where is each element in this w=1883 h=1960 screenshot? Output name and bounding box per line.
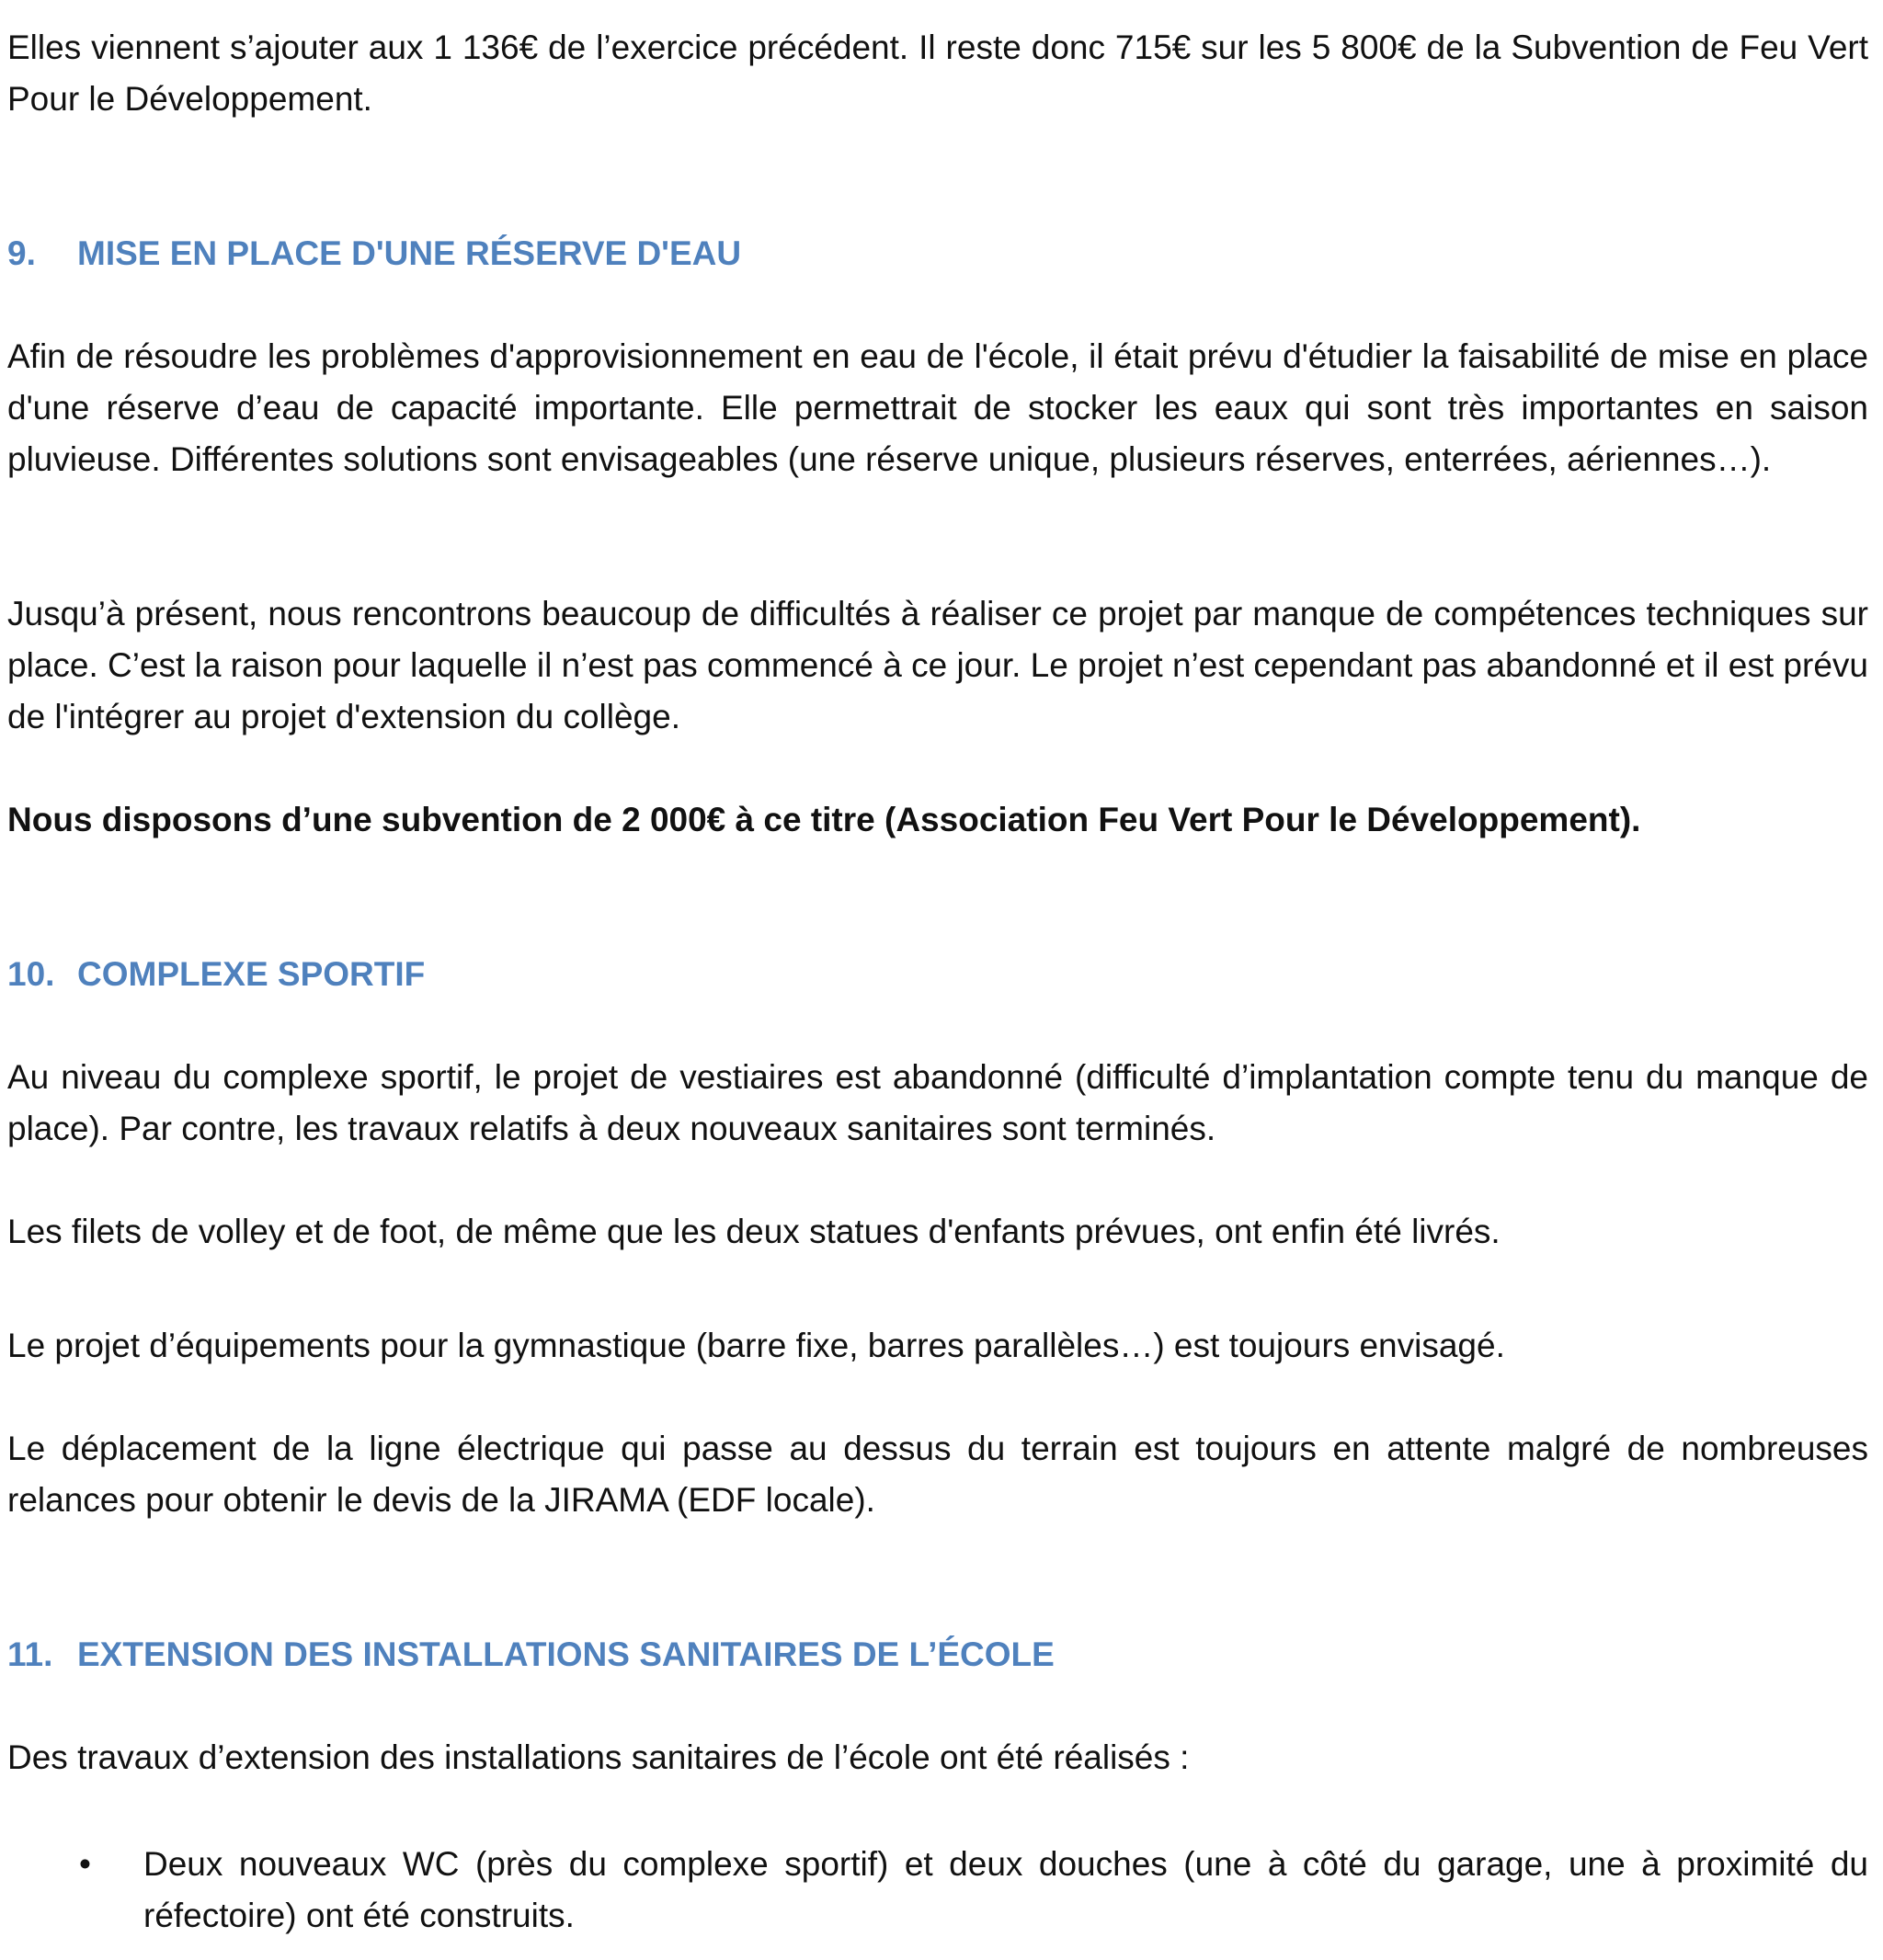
section-10-paragraph-1: Au niveau du complexe sportif, le projet de vestiaires est abandonné (difficulté d’implantation compte tenu du manque de place). Par contre, les travaux relatifs à deux nouveaux sanitaires sont terminés. xyxy=(7,1058,1868,1147)
section-11-paragraph-1: Des travaux d’extension des installations sanitaires de l’école ont été réalisés : xyxy=(7,1738,1190,1776)
section-10-number: 10. xyxy=(7,955,55,993)
list-item-text: Deux nouveaux WC (près du complexe sportif) et deux douches (une à côté du garage, une à proximité du réfectoire) ont été construits. xyxy=(143,1845,1868,1934)
section-9-paragraph-1: Afin de résoudre les problèmes d'approvisionnement en eau de l'école, il était prévu d'étudier la faisabilité de mise en place d'une réserve d’eau de capacité importante. Elle permettrait de stocker les eaux qui sont très importantes en saison pluvieuse. Différentes solutions sont envisageables (une réserve unique, plusieurs réserves, enterrées, aériennes…). xyxy=(7,337,1868,478)
section-9-heading xyxy=(7,228,741,279)
section-10-paragraph-2: Les filets de volley et de foot, de même que les deux statues d'enfants prévues, ont enfin été livrés. xyxy=(7,1213,1501,1250)
section-11-title: EXTENSION DES INSTALLATIONS SANITAIRES DE L’ÉCOLE xyxy=(77,1635,1055,1673)
section-9-paragraph-2: Jusqu’à présent, nous rencontrons beaucoup de difficultés à réaliser ce projet par manque de compétences techniques sur place. C’est la raison pour laquelle il n’est pas commencé à ce jour. Le projet n’est cependant pas abandonné et il est prévu de l'intégrer au projet d'extension du collège. xyxy=(7,595,1868,735)
section-11-heading xyxy=(7,1629,1055,1681)
section-10-paragraph-4: Le déplacement de la ligne électrique qui passe au dessus du terrain est toujours en attente malgré de nombreuses relances pour obtenir le devis de la JIRAMA (EDF locale). xyxy=(7,1430,1868,1519)
section-11-number: 11. xyxy=(7,1635,53,1673)
section-9-paragraph-3: Nous disposons d’une subvention de 2 000€ à ce titre (Association Feu Vert Pour le Développement). xyxy=(7,801,1641,838)
section-10-heading xyxy=(7,949,425,1000)
bullet-icon: • xyxy=(79,1845,91,1883)
section-10-paragraph-3: Le projet d’équipements pour la gymnastique (barre fixe, barres parallèles…) est toujours envisagé. xyxy=(7,1327,1505,1364)
section-10-title: COMPLEXE SPORTIF xyxy=(77,955,426,993)
section-9-title: MISE EN PLACE D'UNE RÉSERVE D'EAU xyxy=(77,234,742,272)
intro-paragraph: Elles viennent s’ajouter aux 1 136€ de l’exercice précédent. Il reste donc 715€ sur les 5 800€ de la Subvention de Feu Vert Pour le Développement. xyxy=(7,28,1868,118)
section-9-number: 9. xyxy=(7,234,36,272)
